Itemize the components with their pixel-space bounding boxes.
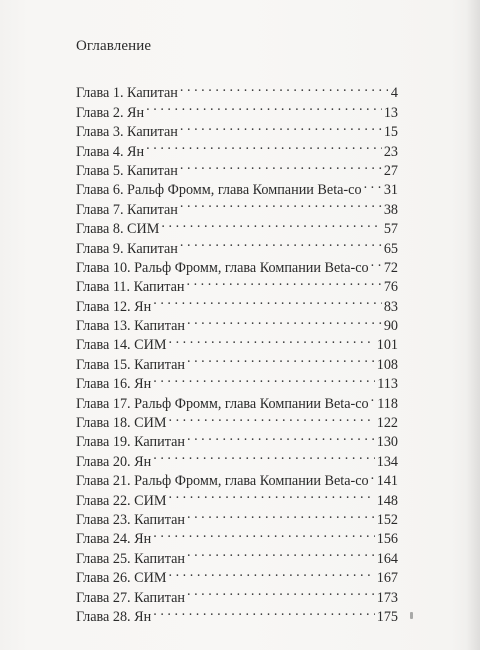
toc-dot-leader xyxy=(187,311,382,330)
toc-entry-title: Глава 28. Ян xyxy=(76,608,152,625)
toc-entry-title: Глава 24. Ян xyxy=(76,531,152,548)
toc-entry-page-number: 57 xyxy=(383,221,398,238)
toc-entry-page-number: 122 xyxy=(376,415,398,432)
toc-dot-leader xyxy=(187,582,375,601)
toc-entry-page-number: 130 xyxy=(376,434,398,451)
toc-entry-title: Глава 16. Ян xyxy=(76,376,152,393)
toc-entry-title: Глава 3. Капитан xyxy=(76,124,178,141)
toc-entry-page-number: 164 xyxy=(376,550,398,567)
toc-dot-leader xyxy=(180,194,382,213)
toc-entry-title: Глава 10. Ральф Фромм, глава Компании Beta-co xyxy=(76,259,369,276)
toc-entry-title: Глава 14. СИМ xyxy=(76,337,167,354)
toc-entry-title: Глава 17. Ральф Фромм, глава Компании Beta-co xyxy=(76,395,369,412)
toc-entry-page-number: 13 xyxy=(383,104,398,121)
toc-entry-page-number: 65 xyxy=(383,240,398,257)
toc-dot-leader xyxy=(187,505,375,524)
toc-entry-title: Глава 13. Капитан xyxy=(76,318,185,335)
toc-dot-leader xyxy=(153,291,382,310)
toc-entry-title: Глава 22. СИМ xyxy=(76,492,167,509)
toc-dot-leader xyxy=(168,485,374,504)
toc-dot-leader xyxy=(153,602,375,621)
toc-entry-page-number: 156 xyxy=(376,531,398,548)
toc-dot-leader xyxy=(180,78,388,97)
toc-dot-leader xyxy=(187,427,375,446)
toc-entry-page-number: 108 xyxy=(376,356,398,373)
toc-entry-page-number: 72 xyxy=(383,259,398,276)
toc-entry-title: Глава 20. Ян xyxy=(76,453,152,470)
toc-entry-title: Глава 15. Капитан xyxy=(76,356,185,373)
toc-entry-page-number: 31 xyxy=(383,182,398,199)
toc-entry-page-number: 113 xyxy=(377,376,398,393)
toc-dot-leader xyxy=(161,214,381,233)
toc-dot-leader xyxy=(153,369,375,388)
toc-entry-title: Глава 18. СИМ xyxy=(76,415,167,432)
toc-entry-title: Глава 19. Капитан xyxy=(76,434,185,451)
toc-entry-page-number: 175 xyxy=(376,608,398,625)
table-of-contents xyxy=(76,78,398,625)
toc-entry-title: Глава 25. Капитан xyxy=(76,550,185,567)
toc-entry-title: Глава 12. Ян xyxy=(76,298,152,315)
toc-entry-page-number: 76 xyxy=(383,279,398,296)
toc-dot-leader xyxy=(186,272,381,291)
toc-dot-leader xyxy=(371,466,375,485)
toc-dot-leader xyxy=(153,524,375,543)
toc-entry-title: Глава 4. Ян xyxy=(76,143,145,160)
toc-dot-leader xyxy=(168,563,374,582)
toc-dot-leader xyxy=(187,543,375,562)
toc-title: Оглавление xyxy=(76,38,152,54)
toc-entry-page-number: 118 xyxy=(377,395,398,412)
toc-dot-leader xyxy=(187,349,375,368)
toc-dot-leader xyxy=(153,446,375,465)
toc-entry-title: Глава 7. Капитан xyxy=(76,201,178,218)
toc-dot-leader xyxy=(146,97,382,116)
toc-dot-leader xyxy=(168,330,374,349)
toc-entry-page-number: 90 xyxy=(383,318,398,335)
toc-dot-leader xyxy=(371,253,382,272)
toc-entry-page-number: 134 xyxy=(376,453,398,470)
toc-entry-page-number: 167 xyxy=(376,570,398,587)
toc-entry-page-number: 27 xyxy=(383,162,398,179)
toc-entry-title: Глава 21. Ральф Фромм, глава Компании Beta-co xyxy=(76,473,369,490)
toc-entry-title: Глава 27. Капитан xyxy=(76,589,185,606)
toc-dot-leader xyxy=(180,117,382,136)
toc-dot-leader xyxy=(371,388,376,407)
toc-entry-title: Глава 2. Ян xyxy=(76,104,145,121)
toc-entry-title: Глава 23. Капитан xyxy=(76,511,185,528)
toc-entry-title: Глава 8. СИМ xyxy=(76,221,160,238)
toc-entry-page-number: 4 xyxy=(390,85,398,102)
toc-entry-page-number: 173 xyxy=(376,589,398,606)
toc-entry-title: Глава 9. Капитан xyxy=(76,240,178,257)
toc-dot-leader xyxy=(180,233,382,252)
toc-dot-leader xyxy=(146,136,382,155)
toc-dot-leader xyxy=(364,175,382,194)
toc-entry-page-number: 15 xyxy=(383,124,398,141)
toc-entry-page-number: 101 xyxy=(376,337,398,354)
toc-entry-page-number: 23 xyxy=(383,143,398,160)
toc-entry-page-number: 38 xyxy=(383,201,398,218)
toc-entry-title: Глава 1. Капитан xyxy=(76,85,178,102)
toc-dot-leader xyxy=(180,156,382,175)
toc-entry-title: Глава 26. СИМ xyxy=(76,570,167,587)
toc-entry-title: Глава 5. Капитан xyxy=(76,162,178,179)
toc-entry-title: Глава 6. Ральф Фромм, глава Компании Beta-co xyxy=(76,182,362,199)
page-edge-shadow xyxy=(466,0,480,650)
toc-entry xyxy=(76,78,398,102)
page-mark xyxy=(410,612,413,619)
toc-entry-title: Глава 11. Капитан xyxy=(76,279,185,296)
toc-entry-page-number: 141 xyxy=(376,473,398,490)
toc-dot-leader xyxy=(168,408,374,427)
toc-entry-page-number: 83 xyxy=(383,298,398,315)
toc-entry-page-number: 148 xyxy=(376,492,398,509)
toc-entry-page-number: 152 xyxy=(376,511,398,528)
